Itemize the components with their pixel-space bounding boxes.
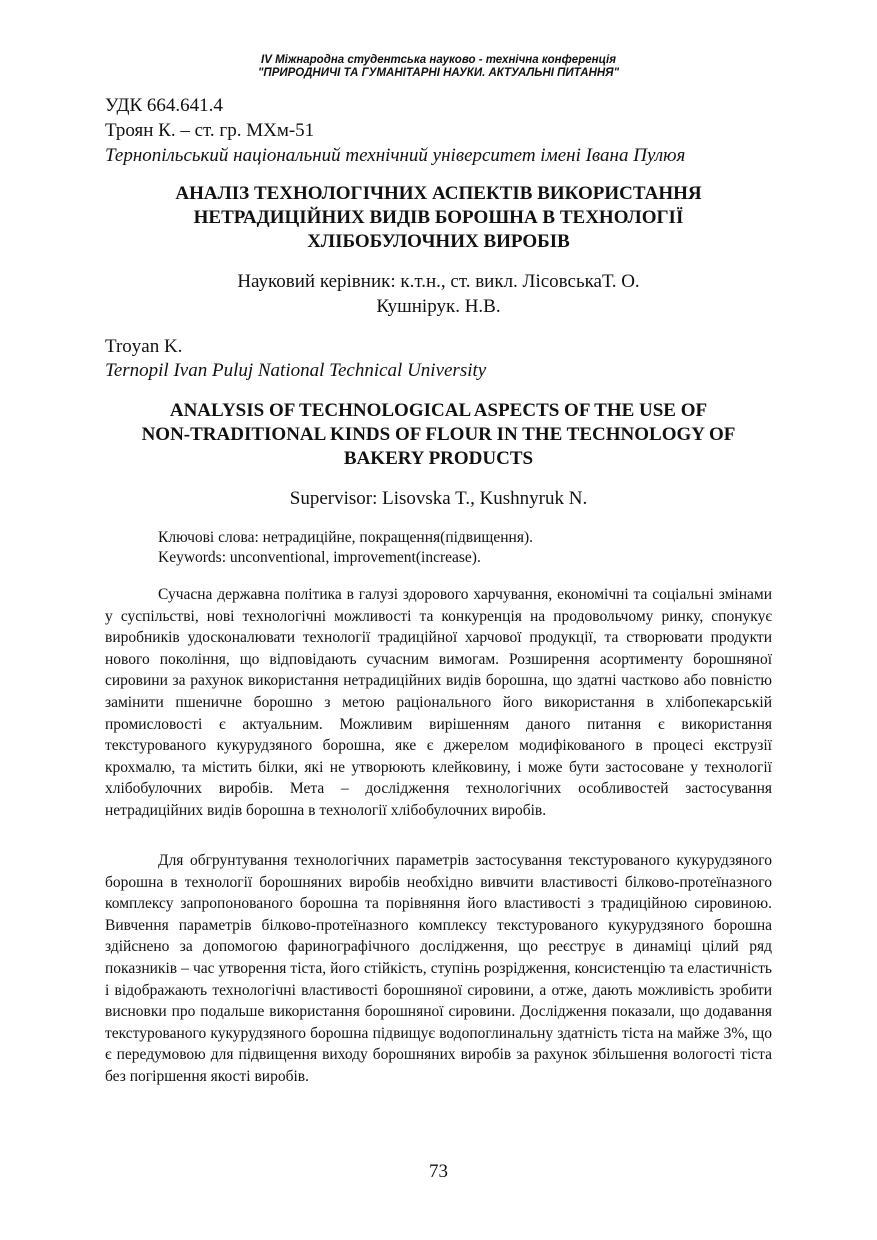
body-paragraph-2: Для обгрунтування технологічних параметрів застосування текстурованого кукурудзяного борошна в технології борошняних виробів необхідно вивчити властивості білково-протеїназного комплексу запропонованого борошна та порівняння його властивості з традиційною сировиною. Вивчення параметрів білково-протеїназного комплексу текстурованого кукурудзяного борошна здійснено за допомогою фаринографічного дослідження, що реєструє в динаміці цілий ряд показників – час утворення тіста, його стійкість, ступінь розрідження, консистенцію та еластичність і відображають технологічні властивості борошняної сировини, а отже, дають можливість зробити висновки про подальше використання борошняної сировини. Дослідження показали, що додавання текстурованого кукурудзяного борошна підвищує водопоглинальну здатність тіста на майже 3%, що є передумовою для підвищення виходу борошняних виробів за рахунок збільшення вологості тіста без погіршення якості виробів. [105, 852, 772, 1085]
title-en [60, 399, 817, 471]
keywords-uk: Ключові слова: нетрадиційне, покращення(підвищення). [158, 529, 533, 546]
supervisor-uk-line1: Науковий керівник: к.т.н., ст. викл. ЛісовськаТ. О. [237, 271, 640, 292]
affiliation-en: Ternopil Ivan Puluj National Technical University [105, 360, 487, 381]
page-number: 73 [429, 1161, 448, 1182]
udc-code: УДК 664.641.4 [105, 95, 223, 116]
body-paragraph-1: Сучасна державна політика в галузі здорового харчування, економічні та соціальні змінами у суспільстві, нові технологічні можливості та конкуренція на продовольчому ринку, спонукує виробників удосконалювати технології традиційної харчової продукції, та створювати продукти нового покоління, що відповідають сучасним вимогам. Розширення асортименту борошняної сировини за рахунок використання нетрадиційних видів борошна, що здатні частково або повністю замінити пшеничне борошно з метою раціонального його використання в хлібопекарській промисловості є актуальним. Можливим вирішенням даного питання є використання текстурованого кукурудзяного борошна, яке є джерелом модифікованого в процесі екструзії крохмалю, та містить білки, які не утворюють клейковину, і може бути застосоване у технології хлібобулочних виробів. Мета – дослідження технологічних особливостей застосування нетрадиційних видів борошна в технології хлібобулочних виробів. [105, 586, 772, 819]
title-en-line: BAKERY PRODUCTS [343, 448, 534, 469]
supervisor-uk-line2: Кушнірук. Н.В. [376, 296, 501, 317]
affiliation-uk: Тернопільський національний технічний університет імені Івана Пулюя [105, 145, 686, 166]
conference-header-line1: IV Міжнародна студентська науково - технічна конференція [261, 54, 616, 66]
keywords-en: Keywords: unconventional, improvement(increase). [158, 549, 481, 566]
title-uk [90, 182, 787, 254]
title-uk-line: НЕТРАДИЦІЙНИХ ВИДІВ БОРОШНА В ТЕХНОЛОГІЇ [193, 207, 684, 228]
author-en: Troyan K. [105, 336, 183, 357]
supervisor-en: Supervisor: Lisovska T., Kushnyruk N. [289, 488, 588, 509]
title-en-line: ANALYSIS OF TECHNOLOGICAL ASPECTS OF THE USE OF [169, 400, 708, 421]
author-uk: Троян К. – ст. гр. МХм-51 [105, 120, 315, 141]
title-uk-line: ХЛІБОБУЛОЧНИХ ВИРОБІВ [307, 231, 570, 252]
title-en-line: NON-TRADITIONAL KINDS OF FLOUR IN THE TECHNOLOGY OF [141, 424, 736, 445]
conference-header-line2: "ПРИРОДНИЧІ ТА ГУМАНІТАРНІ НАУКИ. АКТУАЛЬНІ ПИТАННЯ" [257, 67, 620, 79]
title-uk-line: АНАЛІЗ ТЕХНОЛОГІЧНИХ АСПЕКТІВ ВИКОРИСТАННЯ [175, 183, 702, 204]
